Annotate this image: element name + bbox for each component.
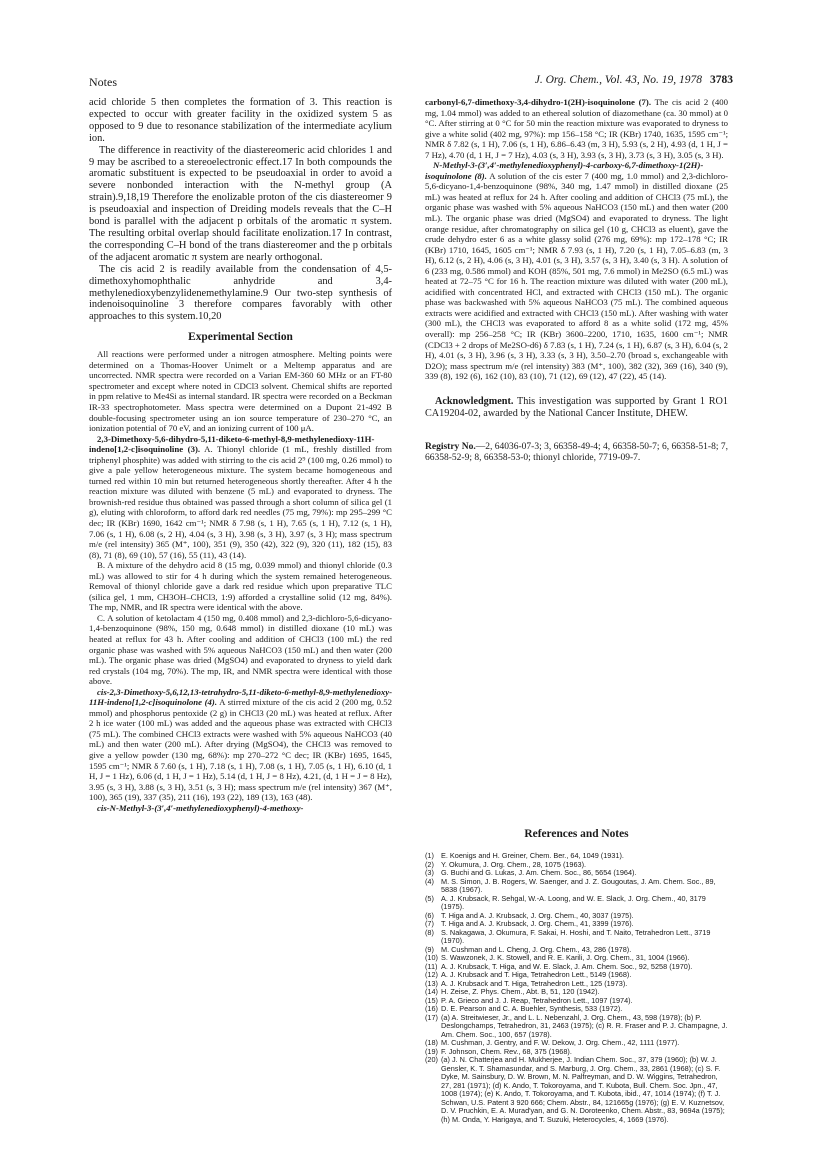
reference-item [425,878,728,895]
reference-number: (9) [425,944,434,954]
reference-text: T. Higa and A. J. Krubsack, J. Org. Chem., 41, 3399 (1976). [441,919,634,928]
intro-paragraph: The difference in reactivity of the diastereomeric acid chlorides 1 and 9 may be ascribed to a stereoelectronic effect.17 In both compounds the aromatic substituent is expected to be pseudoaxial in order to avoid a severe nonbonded interaction with the N-methyl group (A strain).9,18,19 Therefore the enolizable proton of the cis diastereomer 9 is pseudoaxial and inspection of Dreiding models reveals that the C–H bond is parallel with the adjacent p orbitals of the aromatic π system. The resulting orbital overlap should facilitate enolization.17 In contrast, the corresponding C–H bond of the trans diastereomer and the p orbitals of the adjacent aromatic π system are nearly orthogonal. [89,144,392,263]
experimental-section [89,349,392,813]
compound-4-procedure: A stirred mixture of the cis acid 2 (200 mg, 0.52 mmol) and phosphorus pentoxide (2 g) in CHCl3 (20 mL) was heated at reflux. After 2 h ice water (100 mL) was added and the aqueous phase was extracted with CHCl3 (75 mL). The combined CHCl3 extracts were washed with 5% aqueous NaHCO3 (40 mL) and then water (200 mL). After drying (MgSO4), the CHCl3 was removed to give a yellow powder (130 mg, 68%): mp 270–272 °C dec; IR (KBr) 1695, 1645, 1595 cm⁻¹; NMR δ 7.60 (s, 1 H), 7.18 (s, 1 H), 7.08 (s, 1 H), 7.05 (s, 1 H), 6.10 (d, 1 H, J = 1 Hz), 6.06 (d, 1 H, J = 1 Hz), 5.14 (d, 1 H, J = 8 Hz), 4.21, (d, 1 H = J = 8 Hz), 3.95 (s, 3 H), 3.88 (s, 3 H), 3.51 (s, 3 H); mass spectrum m/e (rel intensity) 367 (M⁺, 100), 365 (19), 337 (35), 211 (16), 193 (22), 189 (13), 163 (48). [89,697,392,803]
reference-text: S. Wawzonek, J. K. Stowell, and R. E. Karili, J. Org. Chem., 31, 1004 (1966). [441,953,690,962]
reference-text: (a) J. N. Chatterjea and H. Mukherjee, J. Indian Chem. Soc., 37, 379 (1960); (b) W. J. Gensler, K. T. Shamasundar, and S. Marburg, J. Org. Chem., 33, 2861 (1968); (c) S. F. Dyke, M. Sainsbury, D. W. Brown, M. N. Palfreyman, and D. W. Wiggins, Tetrahedron, 27, 281 (1971); (d) K. Ando, T. Tokoroyama, and T. Kubota, Bull. Chem. Soc. Jpn., 47, 1008 (1974); (e) K. Ando, T. Tokoroyama, and T. Kubota, ibid., 47, 1014 (1974); (f) T. J. Schwan, U.S. Patent 3 920 666; Chem. Abstr., 84, 121665g (1976); (g) E. V. Kuznetsov, D. V. Pruchkin, E. A. Murad'yan, and G. N. Doroteenko, Chem. Abstr., 83, 9694a (1975); (h) M. Onda, Y. Harigaya, and T. Suzuki, Heterocycles, 4, 1669 (1976). [441,1055,725,1124]
reference-number: (7) [425,919,434,928]
intro-paragraph: The cis acid 2 is readily available from the condensation of 4,5-dimethoxyhomophthalic anhydride and 3,4-methylenedioxybenzylidenemethylamine.9 Our two-step synthesis of indenoisoquinoline 3 therefore compares favorably with other approaches to this system.10,20 [89,263,392,323]
reference-number: (15) [425,995,438,1005]
compound-8-paragraph [425,160,728,381]
reference-text: A. J. Krubsack, T. Higa, and W. E. Slack, J. Am. Chem. Soc., 92, 5258 (1970). [441,961,693,971]
reference-number: (2) [425,859,434,869]
compound-7-paragraph [425,97,728,160]
registry-numbers [425,442,728,464]
references-heading-wrap [425,828,728,840]
reference-number: (8) [425,927,434,937]
left-column [89,97,392,1147]
running-head-citation [535,74,733,86]
registry-label: Registry No. [425,441,476,452]
reference-number: (13) [425,978,438,988]
compound-3-procedure: A. Thionyl chloride (1 mL, freshly distilled from triphenyl phosphite) was added with stirring to the cis acid 2⁹ (100 mg, 0.26 mmol) to give a pale yellow heterogeneous mixture. The system became homogeneous and turned red within 10 min but returned heterogeneous shortly thereafter. After 4 h the reaction mixture was diluted with benzene (5 mL) and evaporated to dryness. The brownish-red residue thus obtained was passed through a short column of silica gel (1 g), eluting with chloroform, to afford dark red needles (75 mg, 79%): mp 295–299 °C dec; IR (KBr) 1690, 1642 cm⁻¹; NMR δ 7.98 (s, 1 H), 7.65 (s, 1 H), 7.12 (s, 1 H), 7.06 (s, 1 H), 6.08 (s, 2 H), 4.04 (s, 3 H), 3.98 (s, 3 H), 3.97 (s, 3 H); mass spectrum m/e (rel intensity) 365 (M⁺, 100), 351 (9), 350 (42), 322 (9), 320 (11), 182 (15), 83 (8), 71 (8), 69 (10), 57 (16), 55 (11), 43 (14). [89,444,392,560]
compound-7-name-end: carbonyl-6,7-dimethoxy-3,4-dihydro-1(2H)-isoquinolone (7). [425,97,652,107]
experimental-heading: Experimental Section [188,331,293,344]
reference-list [425,852,728,1124]
acknowledgment-text: This investigation was supported by Grant 1 RO1 CA19204-02, awarded by the National Cancer Institute, DHEW. [425,395,728,419]
compound-3-method-c: C. A solution of ketolactam 4 (150 mg, 0.408 mmol) and 2,3-dichloro-5,6-dicyano-1,4-benzoquinone (98%, 150 mg, 0.648 mmol) in distilled dioxane (10 mL) was heated at reflux for 43 h. After cooling and addition of CHCl3 (100 mL) the red organic phase was washed with 5% aqueous NaHCO3 (150 mL) and then water (200 mL). The organic phase was dried (MgSO4) and evaporated to dryness to yield dark red crystals (104 mg, 70%). The mp, IR, and NMR spectra were identical with those above. [89,612,392,687]
reference-number: (3) [425,868,434,877]
reference-text: (a) A. Streitwieser, Jr., and L. L. Nebenzahl, J. Org. Chem., 43, 598 (1978); (b) P. Deslongchamps, Tetrahedron, 31, 2463 (1975); (c) R. R. Fraser and P. J. Champagne, J. Am. Chem. Soc., 100, 657 (1978). [441,1012,728,1039]
reference-text: M. Cushman and L. Cheng, J. Org. Chem., 43, 286 (1978). [441,944,632,954]
reference-item [425,895,728,912]
reference-number: (18) [425,1038,438,1047]
compound-8-name: N-Methyl-3-(3′,4′-methylenedioxyphenyl)-4-carboxy-6,7-dimethoxy-1(2H)-isoquinolone (8). [425,160,704,181]
reference-number: (19) [425,1046,438,1056]
reference-number: (20) [425,1055,438,1064]
reference-number: (4) [425,876,434,886]
compound-7-name-start: cis-N-Methyl-3-(3′,4′-methylenedioxyphenyl)-4-methoxy- [97,802,304,813]
compound-4-paragraph [89,687,392,803]
compound-7-procedure: The cis acid 2 (400 mg, 1.04 mmol) was added to an ethereal solution of diazomethane (ca. 30 mmol) at 0 °C. After stirring at 0 °C for 50 min the reaction mixture was evaporated to dryness to give a white solid (402 mg, 97%): mp 156–158 °C; IR (KBr) 1740, 1635, 1595 cm⁻¹; NMR δ 7.82 (s, 1 H), 7.06 (s, 1 H), 6.86–6.43 (m, 3 H), 5.93 (s, 2 H), 4.93 (d, 1 H, J = 7 Hz), 4.70 (d, 1 H, J = 7 Hz), 4.03 (s, 3 H), 3.93 (s, 3 H), 3.73 (s, 3 H), 3.05 (s, 3 H). [425,97,728,160]
reference-text: A. J. Krubsack and T. Higa, Tetrahedron Lett., 125 (1973). [441,978,628,988]
reference-text: H. Zeise, Z. Phys. Chem., Abt. B, 51, 120 (1942). [441,987,600,996]
reference-number: (16) [425,1004,438,1013]
acknowledgment [425,396,728,420]
reference-number: (6) [425,910,434,920]
reference-text: M. Cushman, J. Gentry, and F. W. Dekow, J. Org. Chem., 42, 1111 (1977). [441,1038,680,1047]
reference-text: A. J. Krubsack and T. Higa, Tetrahedron Lett., 5149 (1968). [441,970,632,979]
experimental-continued [425,97,728,382]
intro-text [89,97,392,323]
reference-text: G. Buchi and G. Lukas, J. Am. Chem. Soc., 86, 5654 (1964). [441,868,637,877]
reference-text: D. E. Pearson and C. A. Buehler, Synthesis, 533 (1972). [441,1004,623,1013]
acknowledgment-label: Acknowledgment. [435,395,514,407]
reference-text: M. S. Simon, J. B. Rogers, W. Saenger, and J. Z. Gougoutas, J. Am. Chem. Soc., 89, 5838 (1967). [441,876,716,894]
page-number: 3783 [710,74,733,86]
intro-paragraph: acid chloride 5 then completes the formation of 3. This reaction is expected to occur with greater facility in the oxidized system 5 as opposed to 9 due to resonance stabilization of the intermediate acylium ion. [89,97,392,144]
reference-text: S. Nakagawa, J. Okumura, F. Sakai, H. Hoshi, and T. Naito, Tetrahedron Lett., 3719 (1970). [441,927,711,945]
compound-8-procedure: A solution of the cis ester 7 (400 mg, 1.0 mmol) and 2,3-dichloro-5,6-dicyano-1,4-benzoquinone (98%, 340 mg, 1.47 mmol) in distilled dioxane (25 mL) was heated at reflux for 24 h. After cooling and addition of CHCl3 (75 mL), the organic phase was washed with 5% aqueous NaHCO3 (150 mL) and then water (200 mL). The organic phase was dried (MgSO4) and evaporated to dryness. The light orange residue, after chromatography on silica gel (10 g, CHCl3 as eluent), gave the crude dehydro ester 6 as a white glassy solid (276 mg, 69%): mp 172–178 °C; IR (KBr) 1710, 1645, 1605 cm⁻¹; NMR δ 7.93 (s, 1 H), 7.20 (s, 1 H), 7.05–6.83 (m, 3 H), 6.12 (s, 2 H), 4.06 (s, 3 H), 4.01 (s, 3 H), 3.57 (s, 3 H), 3.40 (s, 3 H). A solution of 6 (233 mg, 0.586 mmol) and KOH (85%, 501 mg, 7.6 mmol) in Me2SO (6.5 mL) was heated at 72–75 °C for 16 h. The reaction mixture was diluted with water (200 mL), acidified with concentrated HCl, and extracted with CHCl3 (150 mL). The organic phase was backwashed with 5% aqueous NaHCO3 (75 mL). The combined aqueous extracts were acidified and extracted with CHCl3 (150 mL). After washing with water (300 mL), the CHCl3 was evaporated to afford 8 as a white solid (172 mg, 45% overall): mp 256–258 °C; IR (KBr) 3600–2200, 1710, 1635, 1600 cm⁻¹; NMR (CDCl3 + 2 drops of Me2SO-d6) δ 7.83 (s, 1 H), 7.24 (s, 1 H), 6.87 (s, 3 H), 6.04 (s, 2 H), 4.01 (s, 3 H), 3.96 (s, 3 H), 3.33 (s, 3 H), 3.50–2.70 (broad s, exchangeable with D2O); mass spectrum m/e (rel intensity) 383 (M⁺, 100), 382 (32), 369 (16), 340 (9), 339 (8), 192 (6), 162 (10), 83 (10), 71 (12), 69 (12), 47 (22), 45 (14). [425,170,728,382]
general-methods-paragraph: All reactions were performed under a nitrogen atmosphere. Melting points were determined on a Thomas-Hoover Unimelt or a Meltemp apparatus and are uncorrected. NMR spectra were recorded on a Varian EM-360 60 MHz or an FT-80 spectrometer and except where noted in CDCl3 solvent. Chemical shifts are reported in ppm relative to Me4Si as internal standard. IR spectra were recorded on a Beckman IR-33 spectrophotometer. Mass spectra were determined on a Dupont 21-492 B double-focusing spectrometer using an ion source temperature of 230–270 °C, an ionization potential of 70 eV, and an ionizing current of 100 μA. [89,349,392,434]
reference-text: T. Higa and A. J. Krubsack, J. Org. Chem., 40, 3037 (1975). [441,910,634,920]
reference-number: (1) [425,851,434,860]
reference-number: (14) [425,987,438,996]
reference-text: F. Johnson, Chem. Rev., 68, 375 (1968). [441,1046,572,1056]
reference-number: (10) [425,953,438,962]
reference-item [425,1056,728,1124]
reference-text: Y. Okumura, J. Org. Chem., 28, 1075 (1963). [441,859,587,869]
references-heading: References and Notes [524,828,629,840]
reference-item [425,929,728,946]
reference-number: (5) [425,893,434,903]
compound-3-paragraph [89,434,392,561]
reference-item [425,1014,728,1040]
running-head-section: Notes [89,75,117,89]
compound-4-name: cis-2,3-Dimethoxy-5,6,12,13-tetrahydro-5,11-diketo-6-methyl-8,9-methylenedioxy-11H-indeno[1,2-c]isoquinolone (4). [89,686,392,708]
reference-number: (12) [425,970,438,979]
reference-text: E. Koenigs and H. Greiner, Chem. Ber., 64, 1049 (1931). [441,851,624,860]
compound-3-name: 2,3-Dimethoxy-5,6-dihydro-5,11-diketo-6-methyl-8,9-methylenedioxy-11H-indeno[1,2-c]isoquinoline (3). [89,433,375,455]
reference-text: A. J. Krubsack, R. Sehgal, W.-A. Loong, and W. E. Slack, J. Org. Chem., 40, 3179 (1975). [441,893,706,911]
registry-text: —2, 64036-07-3; 3, 66358-49-4; 4, 66358-50-7; 6, 66358-51-8; 7, 66358-52-9; 8, 66358-53-0; thionyl chloride, 7719-09-7. [425,441,728,463]
right-column [425,97,728,847]
journal-citation: J. Org. Chem., Vol. 43, No. 19, 1978 [534,74,702,86]
reference-number: (11) [425,961,438,971]
reference-number: (17) [425,1012,438,1022]
reference-text: P. A. Grieco and J. J. Reap, Tetrahedron Lett., 1097 (1974). [441,995,633,1005]
compound-3-method-b: B. A mixture of the dehydro acid 8 (15 mg, 0.039 mmol) and thionyl chloride (0.3 mL) was allowed to stir for 4 h during which the system remained heterogeneous. Removal of thionyl chloride gave a dark red residue which upon preparative TLC (silica gel, 1 mm, CH3OH–CHCl3, 1:9) afforded a crystalline solid (12 mg, 84%). The mp, NMR, and IR spectra were identical with the above. [89,560,392,613]
